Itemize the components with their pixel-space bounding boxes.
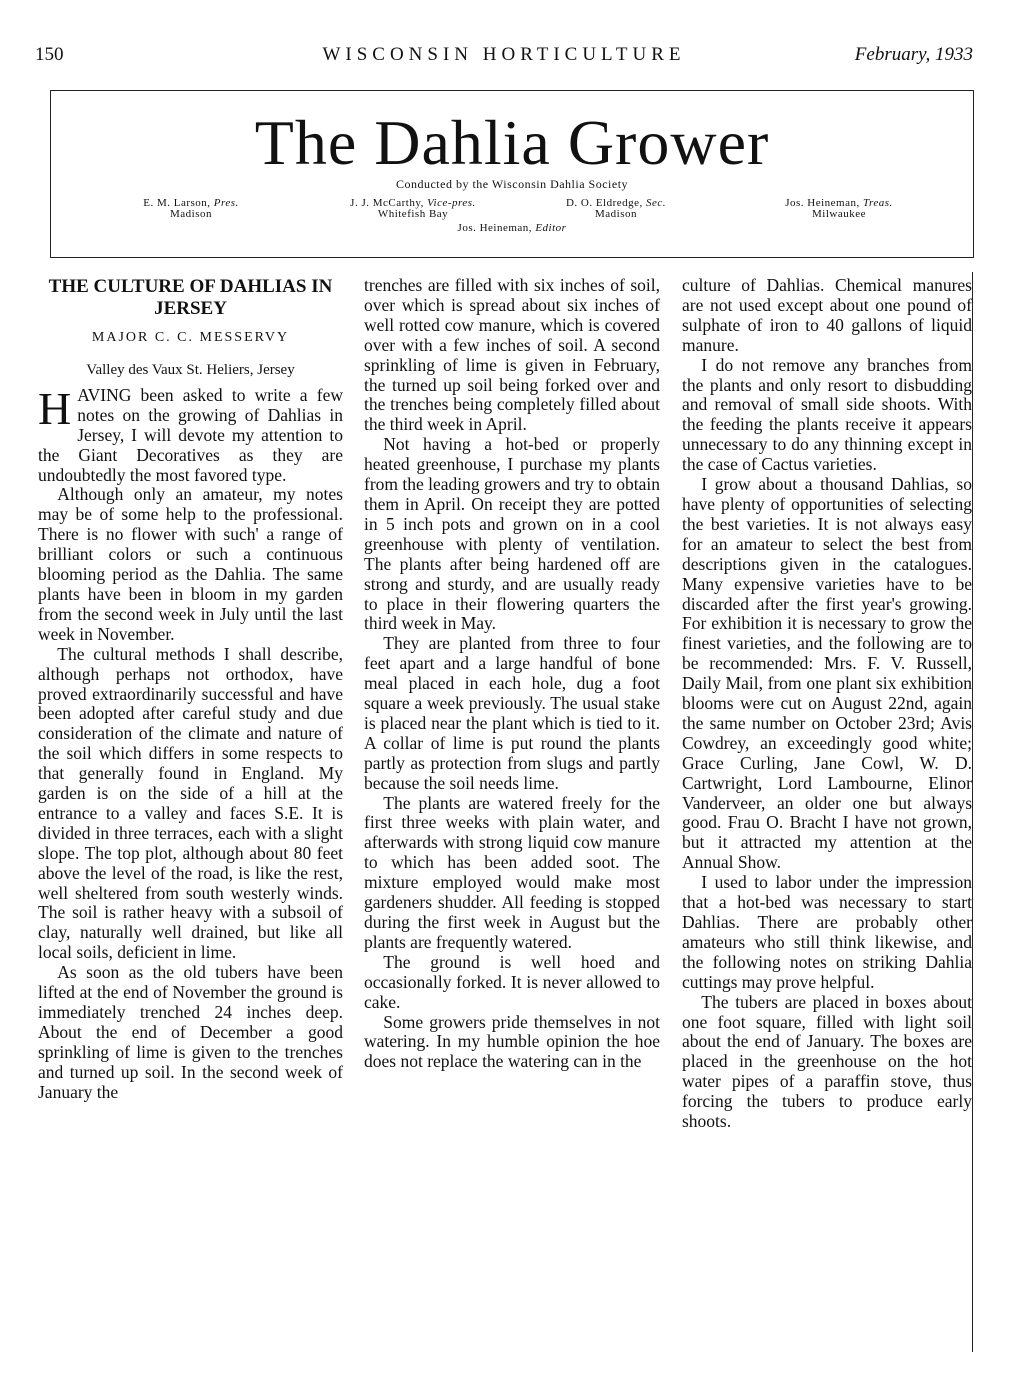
article-column-3	[682, 276, 972, 1132]
article-location: Valley des Vaux St. Heliers, Jersey	[86, 361, 295, 378]
editor-name: Jos. Heineman,	[457, 222, 533, 234]
officer-name: E. M. Larson,	[143, 197, 211, 209]
paragraph: I used to labor under the impression that a hot-bed was necessary to start Dahlias. There are probably other amateurs who still think likewise, and the following notes on striking Dahlia cuttings may prove helpful.	[682, 872, 972, 992]
officer-city: Madison	[170, 208, 212, 220]
paragraph: Some growers pride themselves in not watering. In my humble opinion the hoe does not replace the watering can in the	[364, 1011, 660, 1072]
officer-role: Sec.	[646, 197, 667, 209]
officer-city: Milwaukee	[812, 208, 866, 220]
paragraph: Although only an amateur, my notes may be of some help to the professional. There is no flower with such' a range of brilliant colors or such a continuous blooming period as the Dahlia. The same plants have been in bloom in my garden from the second week in July until the last week in November.	[38, 484, 343, 644]
paragraph: I grow about a thousand Dahlias, so have plenty of opportunities of selecting the best varieties. It is not always easy for an amateur to select the best from descriptions given in the catalogues. Many expensive varieties have to be discarded after the first year's growing. For exhibition it is necessary to grow the finest varieties, and the following are to be recommended: Mrs. F. V. Russell, Daily Mail, from one plant six exhibition blooms were cut on August 22nd, again the same number on October 23rd; Avis Cowdrey, an exceedingly good white; Grace Curling, Jane Cowl, W. D. Cartwright, Lord Lambourne, Elinor Vanderveer, an older one but always good. Frau O. Bracht I have not grown, but it attracted my attention at the Annual Show.	[682, 474, 972, 873]
article-author: MAJOR C. C. MESSERVY	[91, 330, 290, 345]
officer-name: Jos. Heineman,	[785, 197, 860, 209]
paragraph: As soon as the old tubers have been lifted at the end of November the ground is immediately trenched 24 inches deep. About the end of December a good sprinkling of lime is given to the trenches and turned up soil. In the second week of January the	[38, 962, 343, 1102]
officer-secretary	[526, 198, 706, 220]
paragraph: culture of Dahlias. Chemical manures are not used except about one pound of sulphate of iron to 40 gallons of liquid manure.	[682, 275, 972, 355]
drop-cap: H	[38, 382, 72, 434]
conducted-by-line: Conducted by the Wisconsin Dahlia Society	[395, 177, 629, 191]
running-head	[35, 40, 973, 74]
officer-treasurer	[739, 198, 939, 220]
paragraph: trenches are filled with six inches of soil, over which is spread about six inches of well rotted cow manure, which is covered over with a few inches of soil. A second sprinkling of lime is given in February, the turned up soil being forked over and the trenches being completely filled about the third week in April.	[364, 275, 660, 435]
officer-city: Madison	[595, 208, 637, 220]
editor-credit	[51, 223, 973, 234]
paragraph: The tubers are placed in boxes about one foot square, filled with light soil about the end of January. The boxes are placed in the greenhouse on the hot water pipes of a paraffin stove, thus forcing the tubers to produce early shoots.	[682, 991, 972, 1132]
officer-role: Vice-pres.	[427, 197, 476, 209]
right-column-rule	[972, 272, 973, 1352]
paragraph: I do not remove any branches from the plants and only resort to disbudding and removal of small side shoots. With the feeding the plants receive it appears unnecessary to do any thinning except in the case of Cactus varieties.	[682, 354, 972, 475]
officer-city: Whitefish Bay	[377, 208, 449, 220]
journal-title: WISCONSIN HORTICULTURE	[322, 44, 686, 65]
department-masthead	[50, 90, 974, 258]
paragraph: The ground is well hoed and occasionally forked. It is never allowed to cake.	[364, 951, 660, 1012]
paragraph: Not having a hot-bed or properly heated greenhouse, I purchase my plants from the leading growers and try to obtain them in April. On receipt they are potted in 5 inch pots and grown on in a cool greenhouse with plenty of ventilation. The plants after being hardened off are strong and sturdy, and are usually ready to place in their flowering quarters the third week in May.	[364, 434, 660, 634]
article-title: THE CULTURE OF DAHLIAS IN JERSEY	[48, 276, 333, 319]
officer-role: Pres.	[213, 197, 239, 209]
article-column-1	[38, 276, 343, 1103]
officer-name: D. O. Eldredge,	[565, 197, 643, 209]
officer-vice-president	[313, 198, 513, 220]
paragraph: They are planted from three to four feet apart and a large handful of bone meal placed in each hole, dug a foot square a week previously. The usual stake is placed near the plant which is tied to it. A collar of lime is put round the plants partly as protection from slugs and partly because the soil needs lime.	[364, 633, 660, 793]
paragraph: The plants are watered freely for the first three weeks with plain water, and afterwards with strong liquid cow manure to which has been added soot. The mixture employed would make most gardeners shudder. All feeding is stopped during the first week in August but the plants are frequently watered.	[364, 792, 660, 952]
department-title: The Dahlia Grower	[254, 107, 770, 178]
paragraph: The cultural methods I shall describe, although perhaps not orthodox, have proved extraordinarily successful and have been adopted after careful study and due consideration of the climate and nature of the soil which differs in some respects to that generally found in England. My garden is on the side of a hill at the entrance to a valley and faces S.E. It is divided in three terraces, each with a slight slope. The top plot, although about 80 feet above the level of the road, is like the rest, well sheltered from south westerly winds. The soil is rather heavy with a subsoil of clay, naturally well drained, but like all local soils, deficient in lime.	[38, 643, 343, 963]
article-column-2	[364, 276, 660, 1072]
officer-president	[111, 198, 271, 220]
issue-date: February, 1933	[854, 44, 973, 65]
page-number: 150	[35, 44, 64, 65]
editor-role: Editor	[535, 222, 567, 234]
officer-role: Treas.	[862, 197, 893, 209]
officer-name: J. J. McCarthy,	[350, 197, 424, 209]
paragraph-text: AVING been asked to write a few notes on the growing of Dahlias in Jersey, I will devote my attention to the Giant Decoratives as they are undoubtedly the most favored type.	[38, 384, 343, 485]
paragraph	[38, 382, 343, 486]
